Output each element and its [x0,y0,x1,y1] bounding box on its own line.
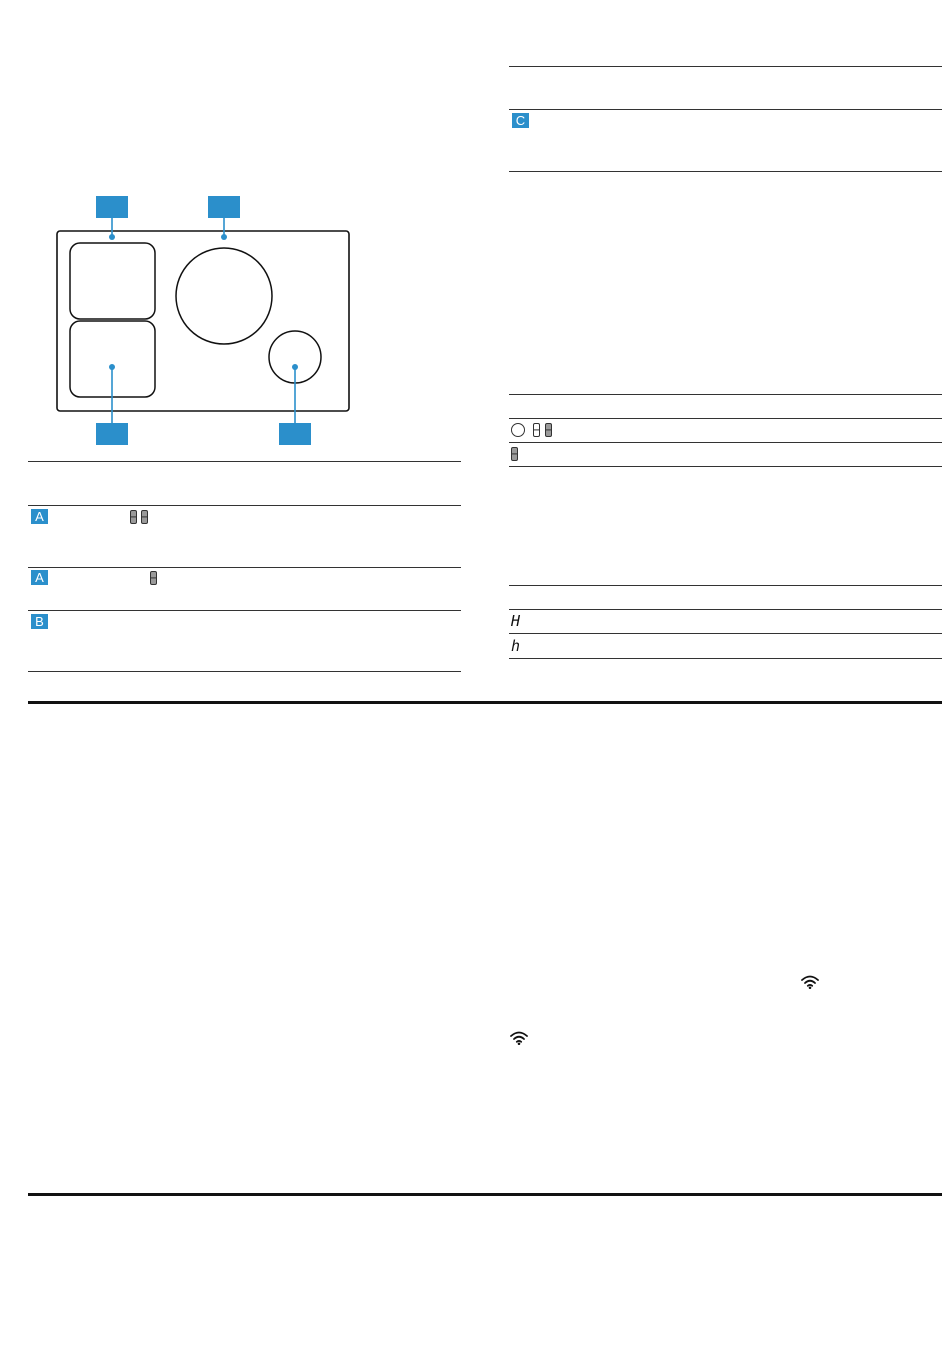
symbol-table-bottom-rule [509,466,942,467]
tag-c-row [512,113,529,128]
segment-display-icon [150,571,157,585]
symbol-table-row-rule [509,442,942,443]
leader-dot-1 [109,234,115,240]
segment-display-icon [130,510,137,524]
segment-display-icon [533,423,540,437]
heat-table-bottom-rule [509,658,942,659]
section-divider [28,1193,942,1196]
residual-heat-high-symbol: H [511,612,521,630]
heat-table-row-rule [509,633,942,634]
tag-label: B [35,614,44,629]
left-table-row-rule [28,567,461,568]
cooktop-diagram [40,190,360,450]
callout-box-1 [96,196,128,218]
leader-dot-4 [292,364,298,370]
tag-label: C [515,113,526,128]
left-table-header-rule [28,505,461,506]
cooking-zone-large [176,248,272,344]
callout-box-2 [208,196,240,218]
circle-symbol-icon [511,423,525,437]
callout-box-3 [96,423,128,445]
leader-dot-3 [109,364,115,370]
right-table-top-rule [509,66,942,67]
heat-table-header-rule [509,609,942,610]
section-divider [28,701,942,704]
callout-box-4 [279,423,311,445]
segment-display-icon [141,510,148,524]
right-table-bottom-rule [509,171,942,172]
tag-label: A [35,509,44,524]
tag-b-row [31,614,48,629]
left-table-bottom-rule [28,671,461,672]
left-table-row-rule [28,610,461,611]
tag-a-row-1 [31,509,48,524]
segment-display-icon [511,447,518,461]
symbol-table-top-rule [509,394,942,395]
residual-heat-low-symbol: h [511,637,521,655]
wifi-icon [510,1031,528,1045]
left-table-top-rule [28,461,461,462]
right-table-header-rule [509,109,942,110]
segment-display-icon [545,423,552,437]
tag-label: A [35,570,44,585]
leader-dot-2 [221,234,227,240]
tag-a-row-2 [31,570,48,585]
cooking-zone-flex-top [70,243,155,319]
symbol-table-header-rule [509,418,942,419]
wifi-icon [801,975,819,989]
heat-table-top-rule [509,585,942,586]
